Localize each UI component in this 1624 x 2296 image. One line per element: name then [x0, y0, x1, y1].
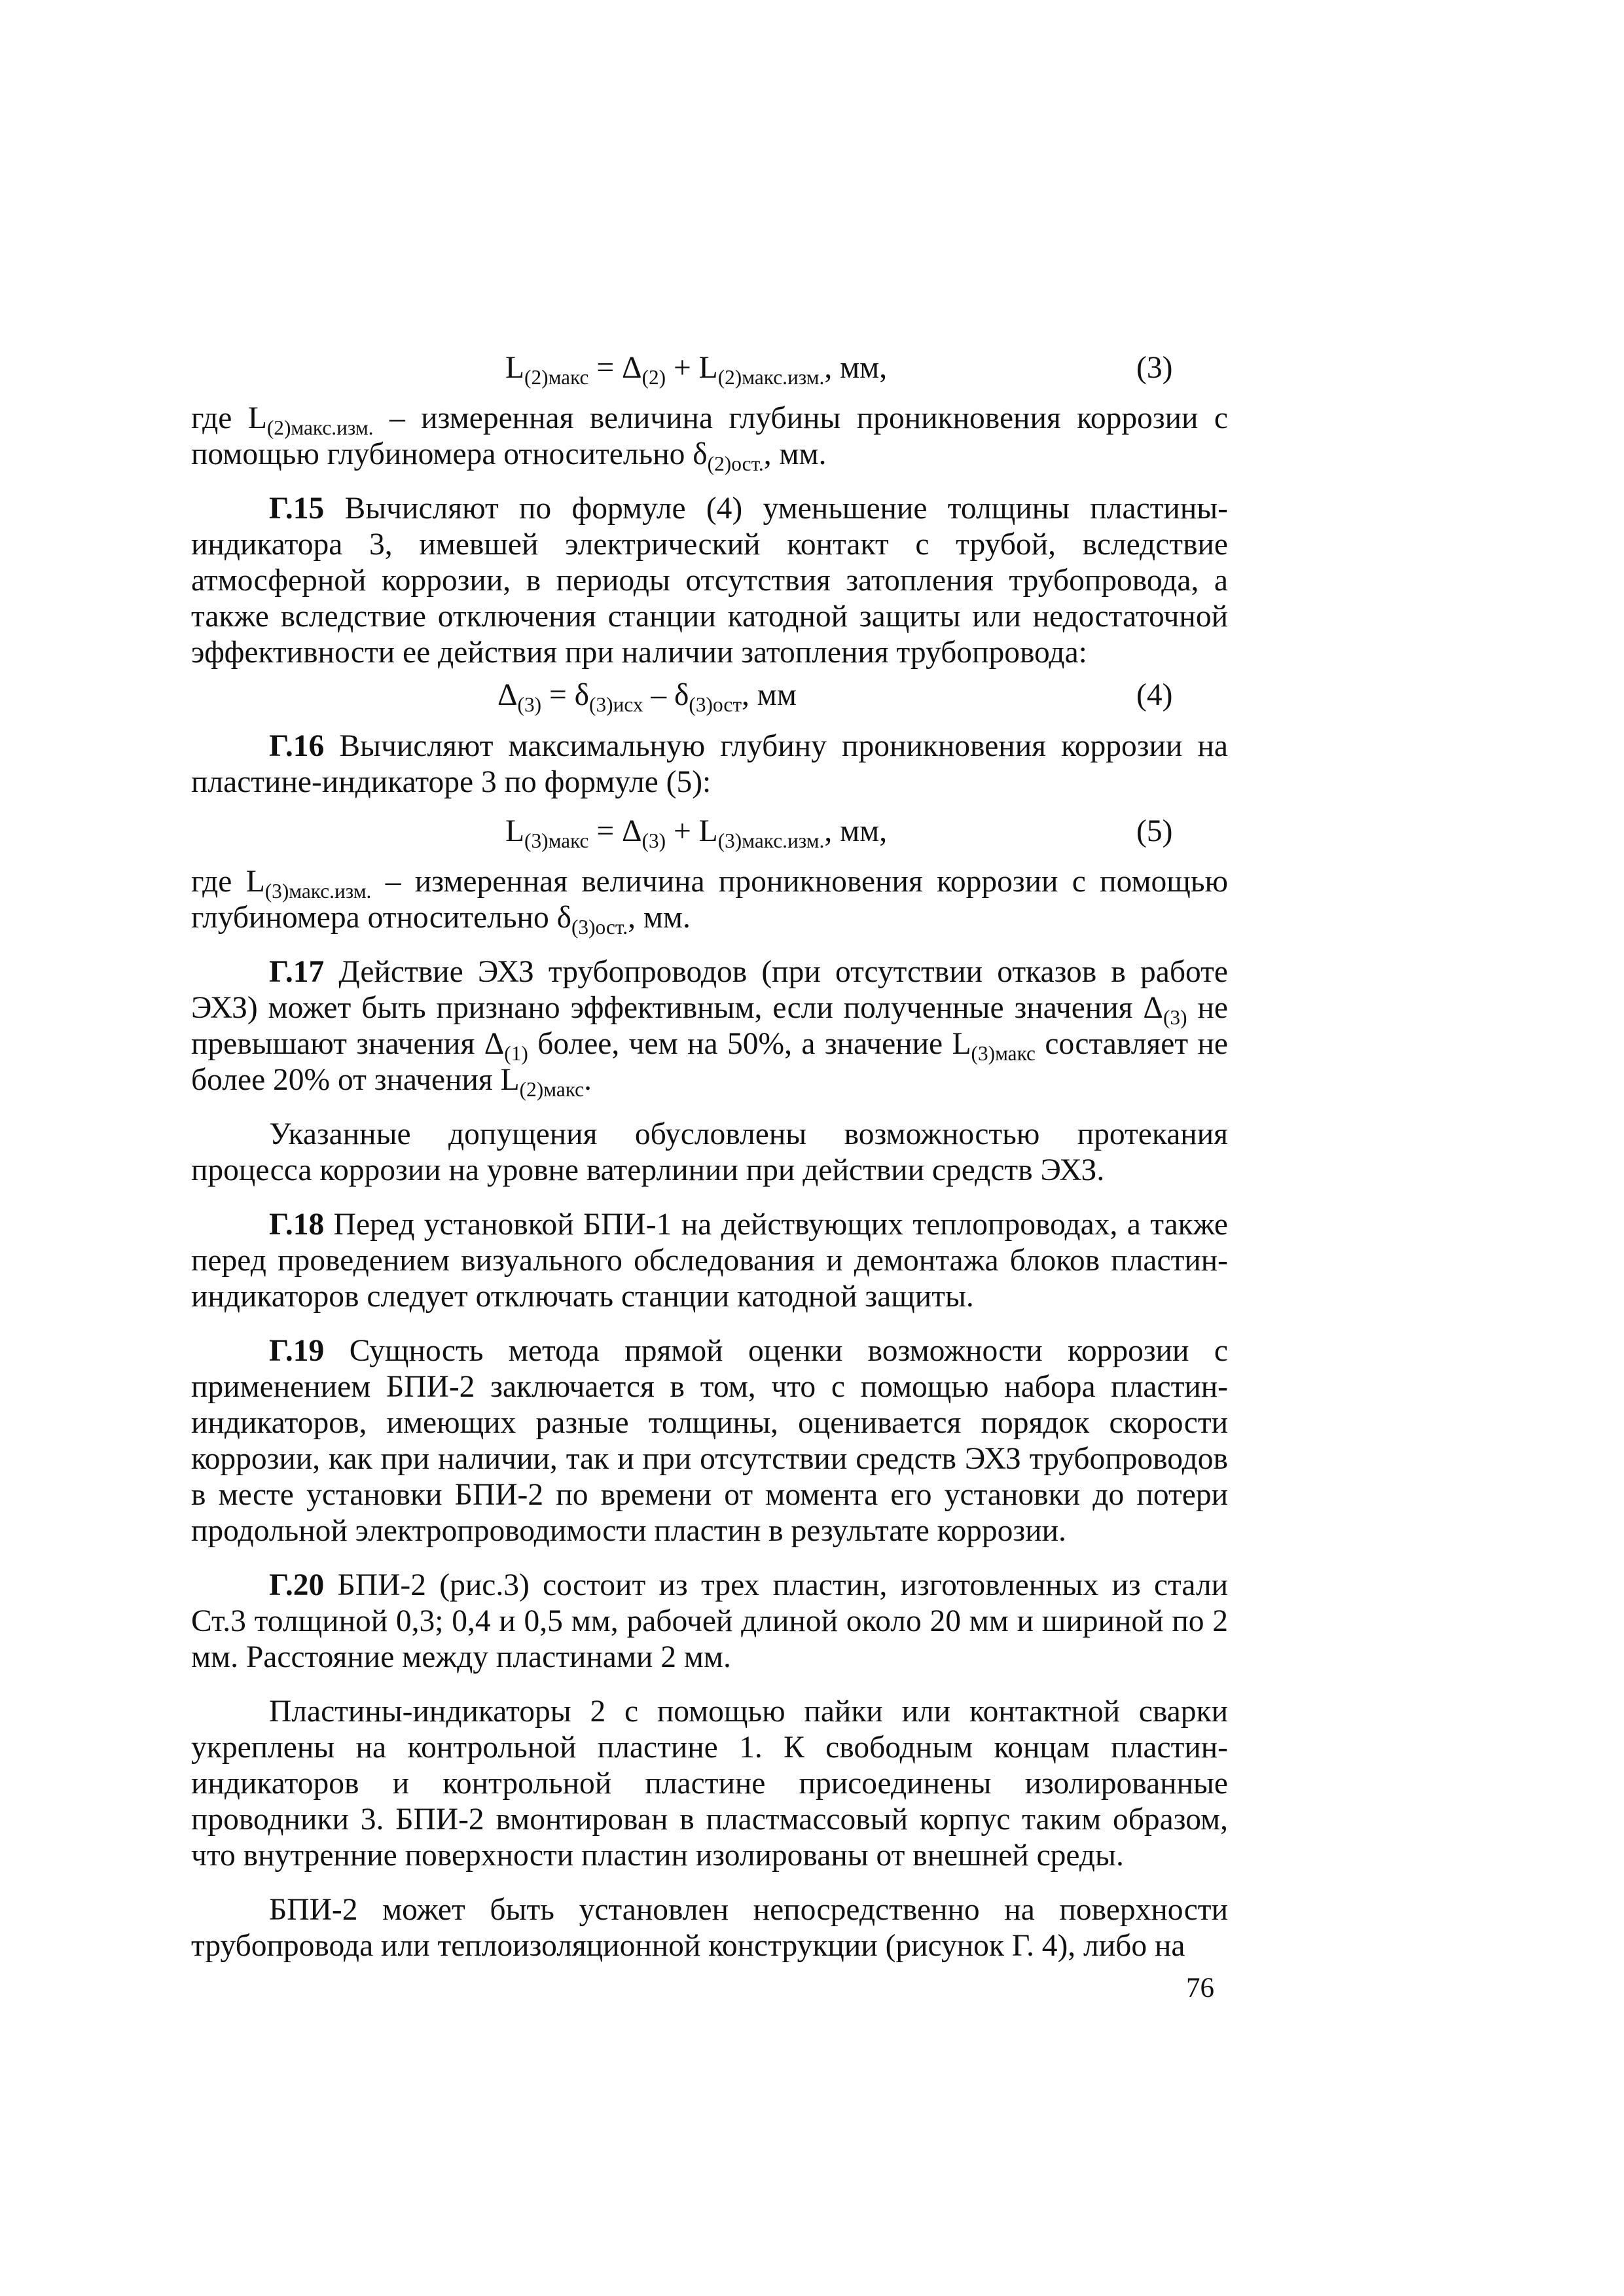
section-label-g16: Г.16 [269, 729, 325, 763]
formula-5 [191, 812, 1228, 851]
section-label-g19: Г.19 [269, 1334, 325, 1368]
section-label-g18: Г.18 [269, 1208, 325, 1242]
formula-3-expression: $L_{(2)макс} = \Delta_{(2)} + L_{(2)макс.изм.}$, мм, [505, 351, 888, 389]
formula-4 [191, 675, 1228, 715]
formula-3-number: (3) [1136, 351, 1173, 385]
formula-3 [191, 348, 1228, 387]
section-label-g15: Г.15 [269, 492, 325, 526]
text-block-2 [191, 728, 1228, 800]
formula-5-number: (5) [1136, 814, 1173, 848]
page-number: 76 [1186, 1973, 1214, 2003]
paragraph-note: Указанные допущения обусловлены возможностью протекания процесса коррозии на уровне ватерлинии при действии средств ЭХЗ. [191, 1117, 1228, 1187]
paragraph-g18: Г.18 Перед установкой БПИ-1 на действующих теплопроводах, а также перед проведением визуального обследования и демонтажа блоков пластин-индикаторов следует отключать станции катодной защиты. [191, 1208, 1228, 1314]
formula-4-expression: $\Delta_{(3)} = \delta_{(3)исх} - \delta_{(3)ост}$, мм [497, 678, 797, 717]
paragraph-g20: Г.20 БПИ-2 (рис.3) состоит из трех пластин, изготовленных из стали Ст.3 толщиной 0,3; 0,4 и 0,5 мм, рабочей длиной около 20 мм и шириной по 2 мм. Расстояние между пластинами 2 мм. [191, 1568, 1228, 1674]
paragraph-install: БПИ-2 может быть установлен непосредственно на поверхности трубопровода или теплоизоляционной конструкции (рисунок Г. 4), либо на [191, 1893, 1228, 1963]
paragraph-g19: Г.19 Сущность метода прямой оценки возможности коррозии с применением БПИ-2 заключается в том, что с помощью набора пластин-индикаторов, имеющих разные толщины, оценивается порядок скорости коррозии, как при наличии, так и при отсутствии средств ЭХЗ трубопроводов в месте установки БПИ-2 по времени от момента его установки до потери продольной электропроводимости пластин в результате коррозии. [191, 1334, 1228, 1548]
section-label-g20: Г.20 [269, 1568, 325, 1602]
paragraph-where-2: где $L_{(3)макс.изм.}$ – измеренная величина проникновения коррозии с помощью глубиномера относительно $\delta_{(3)ост.}$, мм. [191, 865, 1228, 939]
formula-5-expression: $L_{(3)макс} = \Delta_{(3)} + L_{(3)макс.изм.}$, мм, [505, 814, 888, 853]
paragraph-g15: Г.15 Вычисляют по формуле (4) уменьшение толщины пластины-индикатора 3, имевшей электрический контакт с трубой, вследствие атмосферной коррозии, в периоды отсутствия затопления трубопровода, а также вследствие отключения станции катодной защиты или недостаточной эффективности ее действия при наличии затопления трубопровода: [191, 492, 1228, 670]
formula-4-number: (4) [1136, 678, 1173, 712]
text-block-3 [191, 864, 1228, 1964]
text-block-1 [191, 401, 1228, 671]
section-label-g17: Г.17 [269, 955, 325, 989]
paragraph-g16: Г.16 Вычисляют максимальную глубину проникновения коррозии на пластине-индикаторе 3 по формуле (5): [191, 729, 1228, 799]
paragraph-plates: Пластины-индикаторы 2 с помощью пайки или контактной сварки укреплены на контрольной пластине 1. К свободным концам пластин-индикаторов и контрольной пластине присоединены изолированные проводники 3. БПИ-2 вмонтирован в пластмассовый корпус таким образом, что внутренние поверхности пластин изолированы от внешней среды. [191, 1695, 1228, 1873]
paragraph-g17: Г.17 Действие ЭХЗ трубопроводов (при отсутствии отказов в работе ЭХЗ) может быть признано эффективным, если полученные значения $\Delta_{(3)}$ не превышают значения $\Delta_{(1)}$ более, чем на 50%, а значение $L_{(3)макс}$ составляет не более 20% от значения $L_{(2)макс}$. [191, 955, 1228, 1102]
paragraph-where-1: где $L_{(2)макс.изм.}$ – измеренная величина глубины проникновения коррозии с помощью глубиномера относительно $\delta_{(2)ост.}$, мм. [191, 401, 1228, 476]
